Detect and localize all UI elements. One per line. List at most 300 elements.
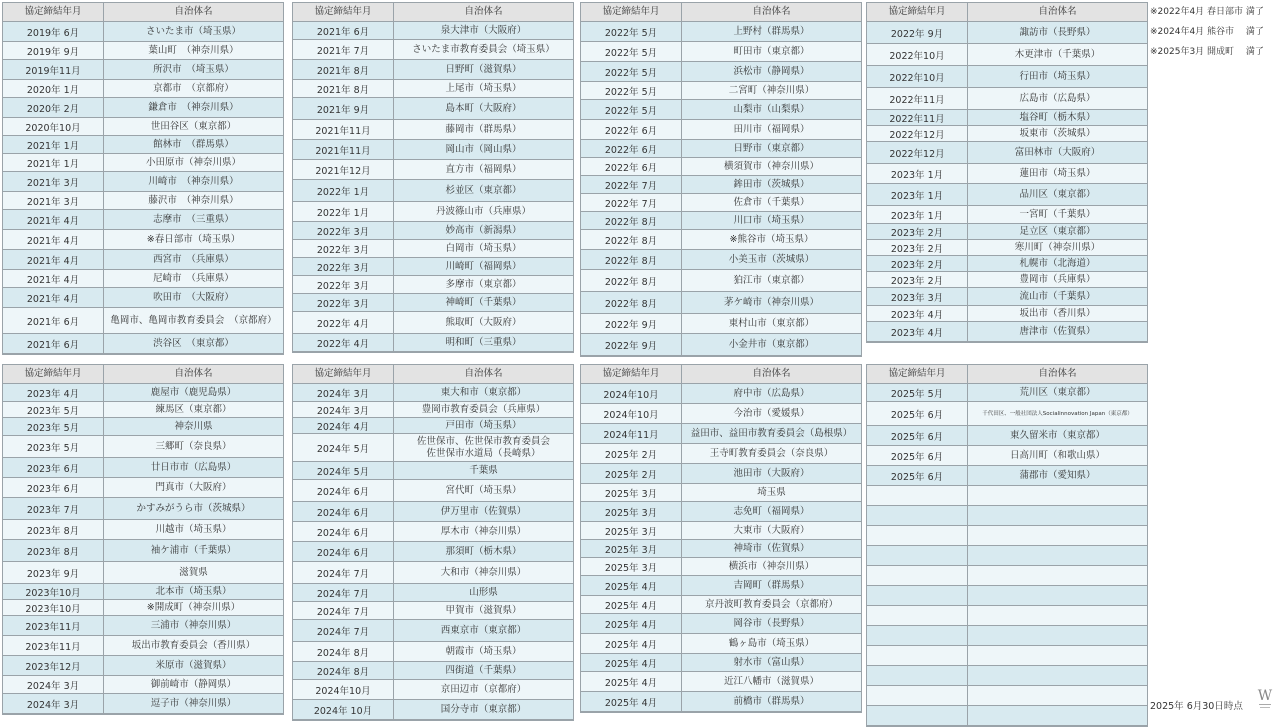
table-row	[3, 584, 283, 600]
municipality-name: 日野市（東京都）	[733, 142, 810, 154]
agreement-date: 2022年11月	[867, 88, 968, 109]
agreement-date: 2022年 8月	[581, 230, 682, 249]
municipality-name: 米原市（滋賀県）	[155, 659, 232, 671]
municipality-name	[968, 486, 1147, 505]
agreement-date: 2025年 3月	[581, 540, 682, 557]
table-row	[3, 192, 283, 210]
agreement-date: 2021年 4月	[3, 270, 104, 287]
table-row	[581, 576, 861, 596]
agreement-date: 2023年 4月	[3, 384, 104, 401]
agreement-date: 2024年10月	[293, 680, 394, 699]
agreement-date	[867, 686, 968, 705]
table-row	[293, 584, 573, 602]
municipality-name: 流山市（千葉県）	[1019, 290, 1096, 302]
agreement-date: 2024年 7月	[293, 562, 394, 583]
agreement-date: 2025年 6月	[867, 446, 968, 465]
agreement-date: 2022年 5月	[581, 100, 682, 119]
agreement-date: 2023年 4月	[867, 322, 968, 341]
municipality-name: 妙高市（新潟県）	[445, 224, 522, 236]
agreement-date: 2024年 5月	[293, 462, 394, 479]
municipality-name: 門真市（大阪府）	[155, 481, 232, 493]
municipality-name: 富田林市（大阪府）	[1014, 146, 1101, 158]
agreement-date: 2021年12月	[293, 160, 394, 179]
municipality-name: 小美玉市（茨城県）	[728, 253, 815, 265]
municipality-name	[968, 646, 1147, 665]
municipality-name: 世田谷区（東京都）	[150, 120, 237, 132]
table-row	[3, 118, 283, 136]
table-row	[867, 110, 1147, 126]
brand-logo	[1256, 686, 1274, 714]
municipality-name: 逗子市（神奈川県）	[150, 697, 237, 709]
table-row	[293, 98, 573, 120]
agreement-date: 2022年10月	[867, 44, 968, 65]
agreement-date: 2022年 4月	[293, 334, 394, 351]
table-row	[581, 558, 861, 576]
table-body	[3, 22, 283, 354]
municipality-name: 射水市（富山県）	[733, 656, 810, 668]
municipality-name	[968, 666, 1147, 685]
municipality-name: 佐倉市（千葉県）	[733, 196, 810, 208]
agreement-date: 2021年11月	[293, 140, 394, 159]
table-row	[581, 140, 861, 158]
agreement-date: 2022年10月	[867, 66, 968, 87]
table-row	[293, 620, 573, 642]
agreement-date	[867, 606, 968, 625]
table-body	[581, 384, 861, 712]
name-column-header: 自治体名	[464, 6, 503, 17]
municipality-name: 益田市、益田市教育委員会（島根県）	[690, 427, 853, 439]
agreement-date: 2024年 6月	[293, 502, 394, 521]
municipality-name	[968, 686, 1147, 705]
municipality-name: 大和市（神奈川県）	[440, 566, 527, 578]
municipality-name: 横浜市（神奈川県）	[728, 560, 815, 572]
table-row	[3, 498, 283, 520]
table-row	[3, 458, 283, 478]
agreement-date: 2023年 6月	[3, 458, 104, 477]
agreement-date: 2023年 2月	[867, 256, 968, 271]
agreement-date: 2022年 6月	[581, 120, 682, 139]
agreement-date: 2021年 4月	[3, 288, 104, 307]
agreement-date: 2021年11月	[293, 120, 394, 139]
agreement-date: 2023年 5月	[3, 436, 104, 457]
agreement-date: 2025年 4月	[581, 672, 682, 691]
table-row	[581, 444, 861, 464]
municipality-name: 川崎町（福岡県）	[445, 260, 522, 272]
municipality-name: 前橋市（群馬県）	[733, 695, 810, 707]
agreement-date: 2023年10月	[3, 600, 104, 615]
table-row	[293, 22, 573, 40]
agreement-date: 2024年 3月	[3, 694, 104, 713]
table-row	[581, 540, 861, 558]
agreement-date: 2022年 4月	[293, 312, 394, 333]
agreement-date: 2020年 2月	[3, 98, 104, 117]
table-row	[293, 384, 573, 402]
table-row	[3, 478, 283, 498]
table-row	[867, 666, 1147, 686]
municipality-name: 坂出市教育委員会（香川県）	[131, 639, 256, 651]
municipality-name: 戸田市（埼玉県）	[445, 419, 522, 431]
table-row	[3, 636, 283, 656]
municipality-name: 鉾田市（茨城県）	[733, 178, 810, 190]
municipality-name: ※熊谷市（埼玉県）	[729, 233, 814, 245]
agreement-date: 2025年 3月	[581, 484, 682, 501]
municipality-name: 東村山市（東京都）	[728, 317, 815, 329]
table-row	[867, 586, 1147, 606]
table-row	[293, 258, 573, 276]
municipality-name: 一宮町（千葉県）	[1019, 208, 1096, 220]
agreement-date: 2022年 5月	[581, 22, 682, 41]
agreement-date	[867, 666, 968, 685]
table-row	[581, 654, 861, 672]
agreement-date: 2023年11月	[3, 616, 104, 635]
municipality-name: 荒川区（東京都）	[1019, 386, 1096, 398]
agreement-date: 2023年 2月	[867, 240, 968, 255]
agreement-date: 2023年 5月	[3, 418, 104, 435]
table-row	[293, 80, 573, 98]
agreement-date: 2025年 3月	[581, 558, 682, 575]
table-row	[867, 546, 1147, 566]
table-row	[867, 206, 1147, 224]
table-row	[3, 22, 283, 42]
municipality-name: 三郷町（奈良県）	[155, 440, 232, 452]
agreement-date: 2019年 6月	[3, 22, 104, 41]
agreement-date	[867, 586, 968, 605]
table-header	[3, 3, 283, 22]
municipality-name: 千代田区、一般社団法人Socialinnovation Japan（東京都）	[982, 410, 1133, 417]
municipality-name	[968, 526, 1147, 545]
table-row	[3, 80, 283, 98]
municipality-name: 藤沢市 （神奈川県）	[148, 194, 239, 206]
municipality-name: 直方市（福岡県）	[445, 163, 522, 175]
agreement-date: 2022年 5月	[581, 62, 682, 81]
table-header	[3, 365, 283, 384]
municipality-name: 廿日市市（広島県）	[150, 461, 237, 473]
table-row	[293, 462, 573, 480]
municipality-name: かすみがうら市（茨城県）	[136, 502, 251, 514]
agreement-date: 2019年11月	[3, 60, 104, 79]
agreement-date: 2024年 6月	[293, 522, 394, 541]
municipality-name: 足立区（東京都）	[1019, 225, 1096, 237]
agreement-date: 2022年 6月	[581, 140, 682, 157]
agreement-date: 2025年 3月	[581, 522, 682, 539]
municipality-name: 志免町（福岡県）	[733, 505, 810, 517]
municipality-name: 埼玉県	[757, 486, 786, 498]
municipality-name: 袖ケ浦市（千葉県）	[150, 544, 237, 556]
municipality-name: 今治市（愛媛県）	[733, 407, 810, 419]
agreement-date: 2021年 6月	[3, 334, 104, 353]
table-row	[581, 672, 861, 692]
municipality-name: 二宮町（神奈川県）	[728, 84, 815, 96]
table-row	[3, 250, 283, 270]
municipality-name: 浜松市（静岡県）	[733, 65, 810, 77]
agreement-date: 2024年 3月	[293, 402, 394, 417]
municipality-name: 上尾市（埼玉県）	[445, 82, 522, 94]
agreement-date: 2024年 4月	[293, 418, 394, 433]
municipality-name: 厚木市（神奈川県）	[440, 525, 527, 537]
municipality-name: 蒲郡市（愛知県）	[1019, 469, 1096, 481]
table-row	[3, 60, 283, 80]
agreement-date	[867, 566, 968, 585]
table-row	[867, 486, 1147, 506]
municipality-name: 鎌倉市 （神奈川県）	[148, 101, 239, 113]
table-row	[867, 164, 1147, 184]
table-row	[581, 314, 861, 334]
expiry-notes	[1150, 2, 1280, 62]
municipality-name: 東大和市（東京都）	[440, 386, 527, 398]
table-body	[3, 384, 283, 714]
municipality-name: 品川区（東京都）	[1019, 188, 1096, 200]
table-row	[581, 502, 861, 522]
agreement-date: 2022年 8月	[581, 212, 682, 229]
agreement-date: 2023年11月	[3, 636, 104, 655]
table-header	[867, 365, 1147, 384]
agreement-date: 2021年 8月	[293, 80, 394, 97]
municipality-name: さいたま市教育委員会（埼玉県）	[412, 43, 555, 55]
table-body	[581, 22, 861, 356]
agreement-date: 2022年 1月	[293, 180, 394, 201]
agreement-table	[292, 364, 574, 721]
municipality-name: 王寺町教育委員会（奈良県）	[709, 447, 834, 459]
agreement-date: 2021年 3月	[3, 192, 104, 209]
agreement-date: 2021年 4月	[3, 250, 104, 269]
agreement-date: 2025年 2月	[581, 464, 682, 483]
municipality-name: 京丹波町教育委員会（京都府）	[704, 598, 838, 610]
municipality-name	[968, 606, 1147, 625]
municipality-name: 上野村（群馬県）	[733, 25, 810, 37]
table-row	[581, 424, 861, 444]
agreement-date: 2020年10月	[3, 118, 104, 135]
municipality-name: 館林市 （群馬県）	[153, 138, 234, 150]
agreement-date: 2021年 6月	[3, 308, 104, 333]
agreement-date: 2022年11月	[867, 110, 968, 125]
municipality-name: 小金井市（東京都）	[728, 338, 815, 350]
table-row	[581, 212, 861, 230]
agreement-date: 2024年10月	[581, 404, 682, 423]
table-header	[581, 3, 861, 22]
table-body	[293, 384, 573, 720]
table-row	[867, 22, 1147, 44]
municipality-name: 島本町（大阪府）	[445, 102, 522, 114]
table-row	[581, 596, 861, 614]
municipality-name: 朝霞市（埼玉県）	[445, 645, 522, 657]
agreement-table	[2, 2, 284, 355]
agreement-date: 2022年 6月	[581, 158, 682, 175]
table-row	[581, 176, 861, 194]
municipality-name: 伊万里市（佐賀県）	[440, 505, 527, 517]
agreement-table	[2, 364, 284, 715]
municipality-name: 日高川町（和歌山県）	[1009, 449, 1105, 461]
agreement-date: 2022年 8月	[581, 250, 682, 269]
municipality-name: 那須町（栃木県）	[445, 545, 522, 557]
name-column-header: 自治体名	[464, 368, 503, 379]
table-row	[581, 120, 861, 140]
agreement-date: 2023年 1月	[867, 164, 968, 183]
municipality-name: 山形県	[469, 586, 498, 598]
agreement-date: 2023年 6月	[3, 478, 104, 497]
municipality-name: 岡山市（岡山県）	[445, 143, 522, 155]
agreement-date: 2020年 1月	[3, 80, 104, 97]
table-row	[581, 22, 861, 42]
table-row	[581, 614, 861, 634]
agreement-date	[867, 706, 968, 725]
name-column-header: 自治体名	[174, 368, 213, 379]
note-line: ※2024年4月 熊谷市 満了	[1150, 27, 1264, 37]
agreement-date: 2024年 7月	[293, 602, 394, 619]
table-row	[581, 270, 861, 292]
table-row	[581, 334, 861, 356]
table-row	[867, 88, 1147, 110]
table-row	[581, 404, 861, 424]
agreement-date: 2025年 5月	[867, 384, 968, 401]
municipality-name: 大東市（大阪府）	[733, 524, 810, 536]
agreement-date: 2025年 6月	[867, 402, 968, 425]
table-row	[867, 184, 1147, 206]
municipality-name: 多摩市（東京都）	[445, 278, 522, 290]
municipality-name: 豊岡市（兵庫県）	[1019, 273, 1096, 285]
table-row	[3, 436, 283, 458]
agreement-date: 2025年 2月	[581, 444, 682, 463]
table-row	[867, 606, 1147, 626]
table-row	[3, 154, 283, 172]
agreement-date	[867, 526, 968, 545]
agreement-date: 2021年 7月	[293, 40, 394, 59]
agreement-date: 2025年 4月	[581, 614, 682, 633]
agreement-date: 2025年 3月	[581, 502, 682, 521]
table-row	[3, 540, 283, 562]
agreement-date: 2022年 1月	[293, 202, 394, 221]
agreement-date: 2022年 3月	[293, 294, 394, 311]
municipality-name: 尼崎市 （兵庫県）	[153, 272, 234, 284]
table-row	[293, 334, 573, 352]
agreement-date: 2022年 8月	[581, 270, 682, 291]
agreement-date: 2023年 8月	[3, 520, 104, 539]
municipality-name: 泉大津市（大阪府）	[440, 24, 527, 36]
table-row	[867, 384, 1147, 402]
date-column-header: 協定締結年月	[867, 3, 968, 21]
table-row	[293, 700, 573, 720]
municipality-name: 田川市（福岡県）	[733, 123, 810, 135]
municipality-name: 杉並区（東京都）	[445, 184, 522, 196]
table-row	[581, 194, 861, 212]
municipality-name: 日野町（滋賀県）	[445, 63, 522, 75]
table-row	[867, 646, 1147, 666]
table-row	[581, 158, 861, 176]
agreement-date: 2025年 6月	[867, 466, 968, 485]
table-body	[293, 22, 573, 352]
name-column-header: 自治体名	[174, 6, 213, 17]
agreement-date: 2021年 6月	[293, 22, 394, 39]
municipality-name: 木更津市（千葉県）	[1014, 48, 1101, 60]
table-row	[293, 662, 573, 680]
table-row	[3, 384, 283, 402]
municipality-name: 丹波篠山市（兵庫県）	[435, 205, 531, 217]
table-row	[3, 288, 283, 308]
table-row	[867, 272, 1147, 288]
municipality-name: 坂出市（香川県）	[1019, 307, 1096, 319]
agreement-date: 2024年 6月	[293, 480, 394, 501]
municipality-name	[968, 566, 1147, 585]
table-row	[581, 42, 861, 62]
municipality-name: 渋谷区 （東京都）	[153, 337, 234, 349]
municipality-name	[968, 506, 1147, 525]
municipality-name: 熊取町（大阪府）	[445, 316, 522, 328]
table-row	[867, 224, 1147, 240]
table-row	[581, 100, 861, 120]
table-row	[581, 522, 861, 540]
municipality-name: 山梨市（山梨県）	[733, 103, 810, 115]
agreement-date: 2024年 8月	[293, 662, 394, 679]
agreement-date: 2024年11月	[581, 424, 682, 443]
agreement-date: 2019年 9月	[3, 42, 104, 59]
municipality-name: ※春日部市（埼玉県）	[146, 233, 241, 245]
table-row	[581, 384, 861, 404]
table-header	[867, 3, 1147, 22]
table-row	[867, 240, 1147, 256]
municipality-name: 三浦市（神奈川県）	[150, 619, 237, 631]
municipality-name	[968, 706, 1147, 725]
municipality-name: 寒川町（神奈川県）	[1014, 241, 1101, 253]
agreement-date: 2023年 1月	[867, 184, 968, 205]
agreement-date: 2024年 3月	[3, 676, 104, 693]
agreement-date: 2022年 9月	[581, 314, 682, 333]
agreement-date: 2022年12月	[867, 126, 968, 141]
agreement-date: 2025年 4月	[581, 654, 682, 671]
agreement-date: 2023年 2月	[867, 272, 968, 287]
municipality-name: 神奈川県	[174, 420, 213, 432]
municipality-name: 吉岡町（群馬県）	[733, 579, 810, 591]
agreement-date: 2021年 1月	[3, 154, 104, 171]
table-row	[293, 522, 573, 542]
table-header	[293, 3, 573, 22]
table-row	[3, 676, 283, 694]
table-row	[293, 222, 573, 240]
agreement-date: 2025年 4月	[581, 576, 682, 595]
municipality-name: 町田市（東京都）	[733, 45, 810, 57]
municipality-name: 池田市（大阪府）	[733, 467, 810, 479]
agreement-date: 2023年12月	[3, 656, 104, 675]
table-row	[293, 434, 573, 462]
agreement-date: 2023年 9月	[3, 562, 104, 583]
municipality-name: 近江八幡市（滋賀県）	[723, 675, 819, 687]
agreement-date: 2021年 1月	[3, 136, 104, 153]
agreement-table	[580, 364, 862, 713]
table-row	[293, 562, 573, 584]
municipality-name: 滋賀県	[179, 566, 208, 578]
table-header	[581, 365, 861, 384]
municipality-name: 府中市（広島県）	[733, 387, 810, 399]
table-row	[3, 98, 283, 118]
table-row	[3, 42, 283, 60]
date-column-header: 協定締結年月	[581, 3, 682, 21]
table-row	[293, 480, 573, 502]
agreement-date: 2023年 5月	[3, 402, 104, 417]
agreement-date: 2023年 7月	[3, 498, 104, 519]
table-row	[3, 562, 283, 584]
agreement-date: 2024年 8月	[293, 642, 394, 661]
table-row	[867, 466, 1147, 486]
agreement-date: 2022年 3月	[293, 240, 394, 257]
note-line: ※2022年4月 春日部市 満了	[1150, 7, 1264, 17]
table-row	[3, 656, 283, 676]
table-row	[3, 694, 283, 714]
date-column-header: 協定締結年月	[3, 365, 104, 383]
municipality-name: 練馬区（東京都）	[155, 403, 232, 415]
municipality-name: 西宮市 （兵庫県）	[153, 253, 234, 265]
table-row	[3, 402, 283, 418]
table-row	[293, 294, 573, 312]
table-row	[293, 202, 573, 222]
agreement-date: 2023年 1月	[867, 206, 968, 223]
